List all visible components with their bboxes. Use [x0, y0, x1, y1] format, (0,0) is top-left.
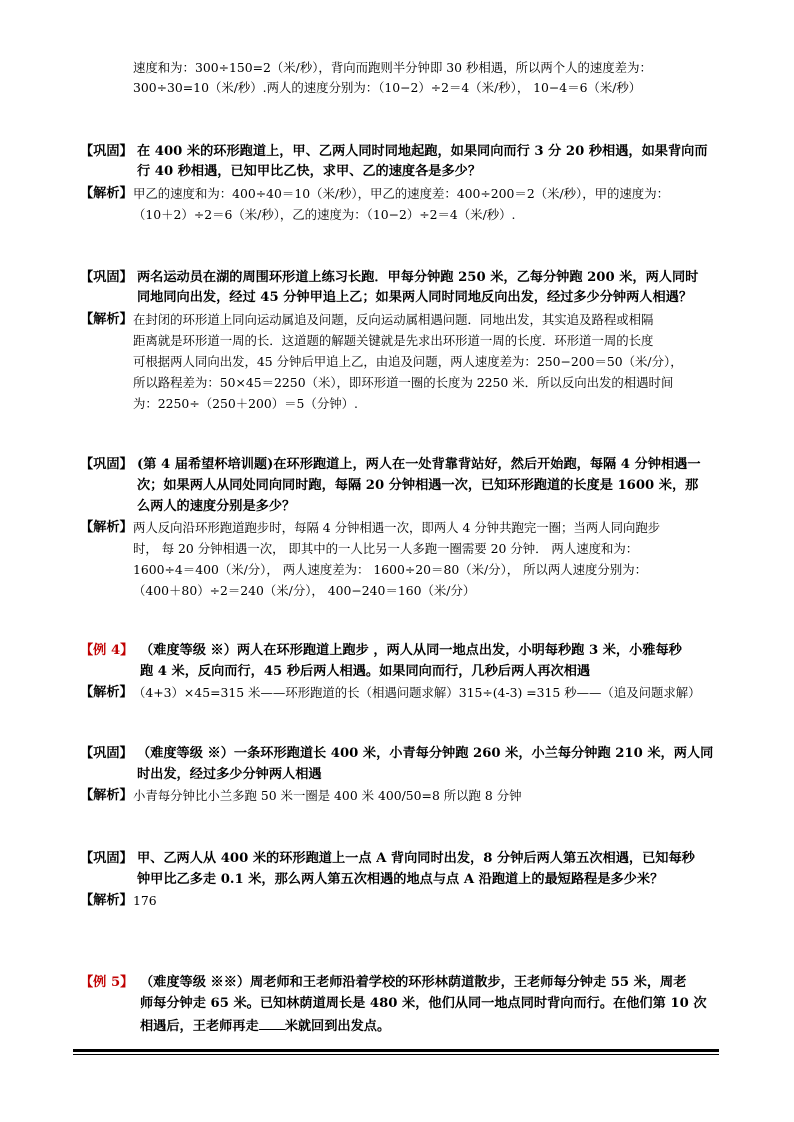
consolidate-tag: 【巩固】 [80, 746, 133, 761]
question-line: （难度等级 ※※）周老师和王老师沿着学校的环形林荫道散步，王老师每分钟走 55 米，周老 [140, 975, 687, 990]
analysis-line: 可根据两人同向出发，45 分钟后甲追上乙，由追及问题，两人速度差为：250−200＝50（米/分）， [133, 354, 683, 369]
example-tag: 【例 5】 [80, 975, 134, 990]
question-line: 次；如果两人从同处同向同时跑，每隔 20 分钟相遇一次，已知环形跑道的长度是 1600 米，那 [137, 478, 699, 493]
analysis-tag: 【解析】 [80, 893, 133, 908]
analysis-line: 1600÷4＝400（米/分）， 两人速度差为： 1600÷20＝80（米/分）， 所以两人速度分别为： [133, 562, 647, 577]
question-text: 米就回到出发点。 [284, 1019, 391, 1034]
analysis-line: 时， 每 20 分钟相遇一次， 即其中的一人比另一人多跑一圈需要 20 分钟． 两人速度和为： [133, 541, 639, 556]
question-text: 相遇后，王老师再走 [140, 1019, 259, 1034]
intro-line-1: 速度和为：300÷150=2（米/秒），背向而跑则半分钟即 30 秒相遇，所以两个人的速度差为： [133, 60, 652, 75]
analysis-line: 小青每分钟比小兰多跑 50 米一圈是 400 米 400/50=8 所以跑 8 分钟 [133, 788, 522, 803]
analysis-answer: 176 [133, 893, 157, 908]
analysis-tag: 【解析】 [80, 788, 133, 803]
question-line: 么两人的速度分别是多少？ [137, 499, 296, 514]
fill-blank[interactable] [259, 1015, 285, 1030]
example-tag: 【例 4】 [80, 643, 134, 658]
analysis-line: （4+3）×45=315 米——环形跑道的长（相遇问题求解）315÷(4-3) =315 秒——（追及问题求解） [133, 685, 701, 700]
consolidate-tag: 【巩固】 [80, 144, 133, 159]
footer-rule-thin [73, 1054, 719, 1055]
footer-rule-thick [73, 1049, 719, 1052]
question-line: 跑 4 米，反向而行，45 秒后两人相遇。如果同向而行，几秒后两人再次相遇 [140, 664, 591, 679]
question-line: 时出发，经过多少分钟两人相遇 [137, 767, 322, 782]
analysis-line: （400＋80）÷2＝240（米/分）， 400−240＝160（米/分） [133, 583, 476, 598]
question-line [140, 1015, 390, 1037]
analysis-line: （10＋2）÷2＝6（米/秒），乙的速度为：（10−2）÷2＝4（米/秒）. [133, 207, 516, 222]
analysis-tag: 【解析】 [80, 312, 133, 327]
analysis-line: 所以路程差为：50×45＝2250（米），即环形道一圈的长度为 2250 米．所以反向出发的相遇时间 [133, 375, 674, 390]
analysis-line: 在封闭的环形道上同向运动属追及问题，反向运动属相遇问题．同地出发，其实追及路程或相隔 [133, 312, 654, 327]
intro-line-2: 300÷30=10（米/秒）.两人的速度分别为：（10−2）÷2＝4（米/秒）， 10−4＝6（米/秒） [133, 80, 642, 95]
analysis-tag: 【解析】 [80, 685, 133, 700]
analysis-line: 为：2250÷（250＋200）＝5（分钟）. [133, 396, 358, 411]
analysis-line: 距离就是环形道一周的长．这道题的解题关键就是先求出环形道一周的长度．环形道一周的长度 [133, 333, 654, 348]
question-line: 同地同向出发，经过 45 分钟甲追上乙；如果两人同时同地反向出发，经过多少分钟两人相遇？ [137, 290, 693, 305]
consolidate-tag: 【巩固】 [80, 270, 133, 285]
question-line: （难度等级 ※）两人在环形跑道上跑步 ，两人从同一地点出发，小明每秒跑 3 米，小雅每秒 [140, 643, 682, 658]
analysis-tag: 【解析】 [80, 520, 133, 535]
question-line: 在 400 米的环形跑道上，甲、乙两人同时同地起跑，如果同向而行 3 分 20 秒相遇，如果背向而 [137, 144, 708, 159]
question-line: 两名运动员在湖的周围环形道上练习长跑．甲每分钟跑 250 米，乙每分钟跑 200 米，两人同时 [137, 270, 699, 285]
analysis-line: 两人反向沿环形跑道跑步时，每隔 4 分钟相遇一次，即两人 4 分钟共跑完一圈；当两人同向跑步 [133, 520, 661, 535]
analysis-tag: 【解析】 [80, 186, 133, 201]
consolidate-tag: 【巩固】 [80, 851, 133, 866]
analysis-line: 甲乙的速度和为：400÷40＝10（米/秒），甲乙的速度差：400÷200＝2（米/秒），甲的速度为： [133, 186, 669, 201]
question-line: 钟甲比乙多走 0.1 米，那么两人第五次相遇的地点与点 A 沿跑道上的最短路程是多少米？ [137, 872, 664, 887]
question-line: 甲、乙两人从 400 米的环形跑道上一点 A 背向同时出发，8 分钟后两人第五次相遇，已知每秒 [137, 851, 695, 866]
question-line: （难度等级 ※）一条环形跑道长 400 米，小青每分钟跑 260 米，小兰每分钟跑 210 米，两人同 [137, 746, 714, 761]
consolidate-tag: 【巩固】 [80, 457, 133, 472]
question-line: 行 40 秒相遇，已知甲比乙快，求甲、乙的速度各是多少？ [137, 164, 482, 179]
question-line: 师每分钟走 65 米。已知林荫道周长是 480 米，他们从同一地点同时背向而行。在他们第 10 次 [140, 996, 707, 1011]
question-line: (第 4 届希望杯培训题)在环形跑道上，两人在一处背靠背站好，然后开始跑，每隔 4 分钟相遇一 [137, 457, 701, 472]
